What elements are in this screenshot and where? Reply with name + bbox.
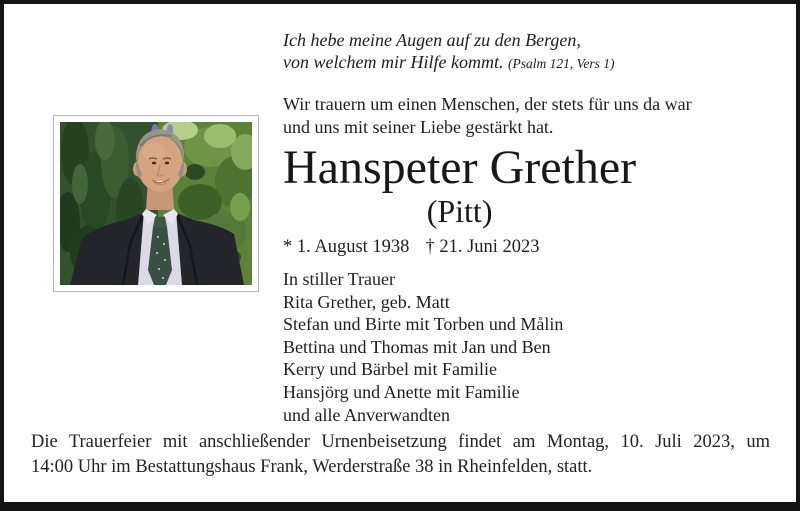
- deceased-name: Hanspeter Grether: [283, 141, 637, 194]
- mourners-heading: In stiller Trauer: [283, 269, 395, 289]
- scripture-quote-line2: von welchem mir Hilfe kommt. (Psalm 121, Vers 1): [283, 52, 615, 72]
- mourner-row: Rita Grether, geb. Matt: [283, 291, 450, 312]
- birth-date: * 1. August 1938: [283, 237, 410, 257]
- portrait-photo-frame: [53, 115, 259, 292]
- funeral-information: [31, 430, 770, 479]
- portrait-photo: [60, 122, 252, 285]
- mourning-statement-line2: und uns mit seiner Liebe gestärkt hat.: [283, 116, 554, 137]
- deceased-name-block: [283, 143, 636, 229]
- mourner-row: Kerry und Bärbel mit Familie: [283, 359, 497, 380]
- mourning-statement: [283, 93, 769, 138]
- mourning-statement-line1: Wir trauern um einen Menschen, der stets für uns da war: [283, 94, 692, 114]
- funeral-information-line2: 14:00 Uhr im Bestattungshaus Frank, Werderstraße 38 in Rheinfelden, statt.: [31, 456, 593, 477]
- scripture-quote: [283, 29, 769, 75]
- scripture-source: (Psalm 121, Vers 1): [507, 56, 615, 71]
- funeral-information-line1: Die Trauerfeier mit anschließender Urnenbeisetzung findet am Montag, 10. Juli 2023, um: [31, 432, 770, 452]
- notice-text-column: [283, 29, 769, 426]
- death-date: † 21. Juni 2023: [425, 237, 540, 257]
- mourner-row: Stefan und Birte mit Torben und Målin: [283, 314, 564, 335]
- mourners-list: [283, 268, 769, 426]
- mourner-row: Bettina und Thomas mit Jan und Ben: [283, 336, 551, 357]
- deceased-nickname: (Pitt): [426, 193, 493, 229]
- life-dates: [283, 236, 769, 259]
- scripture-quote-line1: Ich hebe meine Augen auf zu den Bergen,: [283, 30, 581, 50]
- mourner-row: Hansjörg und Anette mit Familie: [283, 381, 520, 402]
- mourner-row: und alle Anverwandten: [283, 404, 450, 425]
